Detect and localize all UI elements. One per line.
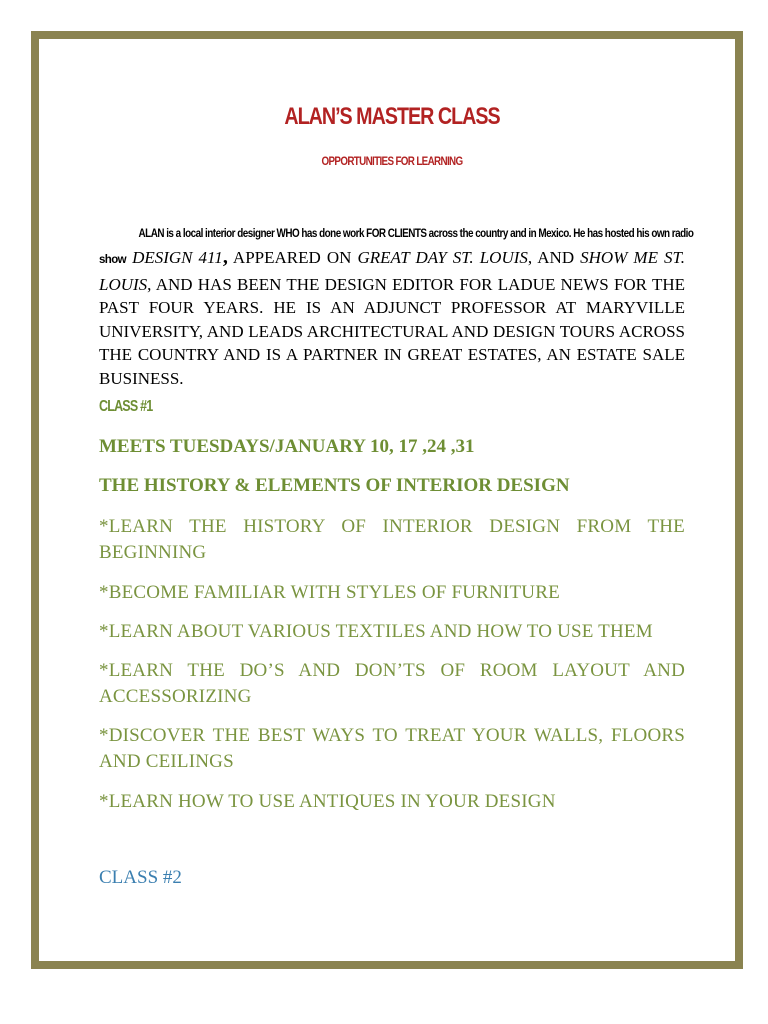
bio-rest: , AND HAS BEEN THE DESIGN EDITOR FOR LADUE NEWS FOR THE PAST FOUR YEARS. HE IS AN ADJUNCT PROFESSOR AT MARYVILLE UNIVERSITY, AND LEADS ARCHITECTURAL AND DESIGN TOURS ACROSS THE COUNTRY AND IS A PARTNER IN GREAT ESTATES, AN ESTATE SALE BUSINESS. xyxy=(99,274,685,388)
document-title: ALAN’S MASTER CLASS xyxy=(284,103,500,130)
bio-show-me-st-louis: SHOW ME ST. LOUIS xyxy=(99,248,685,294)
class-1-label: CLASS #1 xyxy=(99,398,153,415)
class-1-bullet: *BECOME FAMILIAR WITH STYLES OF FURNITURE xyxy=(99,582,560,603)
bio-show-design-411: DESIGN 411 xyxy=(132,248,223,267)
class-1-meets: MEETS TUESDAYS/JANUARY 10, 17 ,24 ,31 xyxy=(99,436,475,457)
class-1-bullet: *LEARN THE DO’S AND DON’TS OF ROOM LAYOUT AND ACCESSORIZING xyxy=(99,660,685,707)
class-1-bullet: *DISCOVER THE BEST WAYS TO TREAT YOUR WALLS, FLOORS AND CEILINGS xyxy=(99,725,685,772)
bio-comma: , xyxy=(222,246,228,268)
bio-lead-text: ALAN is a local interior designer WHO has done work FOR CLIENTS across the country and in Mexico. He has hosted his own radio xyxy=(138,228,694,240)
bio-show-great-day: GREAT DAY ST. LOUIS xyxy=(357,248,528,267)
page-border xyxy=(31,31,743,969)
document-subtitle: OPPORTUNITIES FOR LEARNING xyxy=(321,154,463,168)
bio-appeared: APPEARED ON xyxy=(227,248,358,267)
class-1-bullet: *LEARN HOW TO USE ANTIQUES IN YOUR DESIGN xyxy=(99,791,556,812)
bio-and: , AND xyxy=(527,248,581,267)
bio-lead-line xyxy=(99,223,694,246)
class-2-label: CLASS #2 xyxy=(99,867,182,888)
class-1-bullet: *LEARN ABOUT VARIOUS TEXTILES AND HOW TO USE THEM xyxy=(99,621,653,642)
bio-paragraph xyxy=(99,223,694,390)
class-1-bullet: *LEARN THE HISTORY OF INTERIOR DESIGN FROM THE BEGINNING xyxy=(99,516,685,563)
class-1-heading: THE HISTORY & ELEMENTS OF INTERIOR DESIGN xyxy=(99,475,570,496)
bio-body xyxy=(99,246,685,390)
bio-show-word: show xyxy=(99,254,126,266)
